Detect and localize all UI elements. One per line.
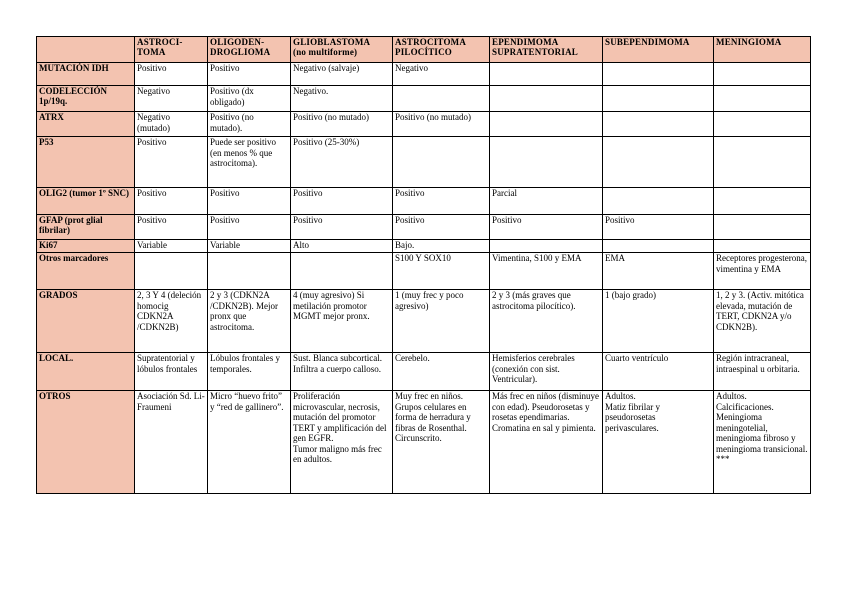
table-cell: Negativo [135, 86, 208, 112]
table-cell: Positivo [208, 63, 291, 86]
table-cell: Región intracraneal, intraespinal u orbitaria. [714, 353, 811, 391]
table-cell [393, 86, 490, 112]
table-cell [135, 253, 208, 290]
table-cell: Vimentina, S100 y EMA [490, 253, 603, 290]
table-cell: Negativo. [291, 86, 393, 112]
table-cell: Cerebelo. [393, 353, 490, 391]
table-row [37, 188, 811, 215]
table-cell: Positivo (no mutado). [208, 112, 291, 137]
table-cell: Puede ser positivo (en menos % que astrocitoma). [208, 137, 291, 188]
table-cell: S100 Y SOX10 [393, 253, 490, 290]
table-cell [490, 86, 603, 112]
row-header-p53: P53 [37, 137, 135, 188]
table-cell: Más frec en niños (disminuye con edad). Pseudorosetas y rosetas ependimarias. Cromatina en sal y pimienta. [490, 391, 603, 494]
column-header-meningioma: MENINGIOMA [714, 37, 811, 63]
table-cell: 2 y 3 (CDKN2A /CDKN2B). Mejor pronx que astrocitoma. [208, 290, 291, 353]
row-header-codelecion: CODELECCIÓN 1p/19q. [37, 86, 135, 112]
table-cell [490, 112, 603, 137]
table-cell: Receptores progesterona, vimentina y EMA [714, 253, 811, 290]
table-cell: Adultos. Calcificaciones. Meningioma meningotelial, meningioma fibroso y meningioma transicional. *** [714, 391, 811, 494]
table-cell: Positivo [135, 215, 208, 240]
table-cell [714, 63, 811, 86]
table-cell: Positivo [291, 215, 393, 240]
table-cell [490, 137, 603, 188]
table-row [37, 215, 811, 240]
table-cell: Positivo [135, 63, 208, 86]
table-row [37, 86, 811, 112]
table-cell: Cuarto ventrículo [603, 353, 714, 391]
table-cell: Positivo [208, 215, 291, 240]
table-row [37, 353, 811, 391]
row-header-olig2: OLIG2 (tumor 1º SNC) [37, 188, 135, 215]
table-cell: Positivo [135, 188, 208, 215]
table-row [37, 137, 811, 188]
table-row [37, 240, 811, 253]
table-cell: Negativo (mutado) [135, 112, 208, 137]
table-cell: Negativo (salvaje) [291, 63, 393, 86]
table-cell: 1 (bajo grado) [603, 290, 714, 353]
table-cell [714, 86, 811, 112]
table-cell: Bajo. [393, 240, 490, 253]
table-cell: 2, 3 Y 4 (deleción homocig CDKN2A /CDKN2B) [135, 290, 208, 353]
column-header-subependimoma: SUBEPENDIMOMA [603, 37, 714, 63]
table-cell: Micro “huevo frito” y “red de gallinero”. [208, 391, 291, 494]
table-cell: 1 (muy frec y poco agresivo) [393, 290, 490, 353]
table-cell [603, 137, 714, 188]
table-cell: Positivo [208, 188, 291, 215]
column-header-oligodendroglioma: OLIGODEN- DROGLIOMA [208, 37, 291, 63]
table-cell: Variable [208, 240, 291, 253]
table-row [37, 112, 811, 137]
header-row [37, 37, 811, 63]
column-header-ependimoma: EPENDIMOMA SUPRATENTORIAL [490, 37, 603, 63]
header-corner-cell [37, 37, 135, 63]
table-cell: Positivo [490, 215, 603, 240]
table-cell [490, 63, 603, 86]
row-header-local: LOCAL. [37, 353, 135, 391]
table-cell [714, 240, 811, 253]
table-cell [603, 63, 714, 86]
table-cell: Supratentorial y lóbulos frontales [135, 353, 208, 391]
table-cell: Lóbulos frontales y temporales. [208, 353, 291, 391]
table-cell [714, 137, 811, 188]
row-header-otros-marcadores: Otros marcadores [37, 253, 135, 290]
table-cell: Positivo [603, 215, 714, 240]
table-cell: Alto [291, 240, 393, 253]
table-cell: Sust. Blanca subcortical. Infiltra a cuerpo calloso. [291, 353, 393, 391]
table-cell [490, 240, 603, 253]
table-cell: Negativo [393, 63, 490, 86]
table-cell [208, 253, 291, 290]
table-cell [393, 137, 490, 188]
table-cell: Asociación Sd. Li-Fraumeni [135, 391, 208, 494]
table-cell [603, 86, 714, 112]
row-header-ki67: Ki67 [37, 240, 135, 253]
table-cell: Positivo (no mutado) [291, 112, 393, 137]
table-cell: 4 (muy agresivo) Si metilación promotor MGMT mejor pronx. [291, 290, 393, 353]
table-cell: EMA [603, 253, 714, 290]
table-cell: Parcial [490, 188, 603, 215]
table-cell: 1, 2 y 3. (Activ. mitótica elevada, mutación de TERT, CDKN2A y/o CDKN2B). [714, 290, 811, 353]
column-header-glioblastoma: GLIOBLASTOMA (no multiforme) [291, 37, 393, 63]
table-cell: Positivo (25-30%) [291, 137, 393, 188]
table-cell: Muy frec en niños. Grupos celulares en forma de herradura y fibras de Rosenthal. Circunscrito. [393, 391, 490, 494]
table-cell [714, 188, 811, 215]
row-header-atrx: ATRX [37, 112, 135, 137]
row-header-mutacion-idh: MUTACIÓN IDH [37, 63, 135, 86]
table-cell [603, 112, 714, 137]
row-header-otros: OTROS [37, 391, 135, 494]
table-cell: Positivo (no mutado) [393, 112, 490, 137]
tumor-markers-table [36, 36, 811, 494]
table-cell: Proliferación microvascular, necrosis, mutación del promotor TERT y amplificación del gen EGFR. Tumor maligno más frec en adultos. [291, 391, 393, 494]
table-row [37, 63, 811, 86]
row-header-gfap: GFAP (prot glial fibrilar) [37, 215, 135, 240]
table-cell: Positivo [135, 137, 208, 188]
table-cell: Positivo [393, 215, 490, 240]
table-cell: Hemisferios cerebrales (conexión con sist. Ventricular). [490, 353, 603, 391]
table-cell [603, 240, 714, 253]
table-cell [714, 112, 811, 137]
table-row [37, 391, 811, 494]
table-cell [291, 253, 393, 290]
table-cell: Variable [135, 240, 208, 253]
table-cell: Positivo (dx obligado) [208, 86, 291, 112]
table-row [37, 253, 811, 290]
table-cell: Positivo [393, 188, 490, 215]
table-cell: Positivo [291, 188, 393, 215]
row-header-grados: GRADOS [37, 290, 135, 353]
column-header-astrocitoma-pilocitico: ASTROCITOMA PILOCÍTICO [393, 37, 490, 63]
column-header-astrocitoma: ASTROCI- TOMA [135, 37, 208, 63]
table-cell [714, 215, 811, 240]
table-cell: 2 y 3 (más graves que astrocitoma pilocítico). [490, 290, 603, 353]
table-row [37, 290, 811, 353]
table-cell [603, 188, 714, 215]
table-cell: Adultos. Matiz fibrilar y pseudorosetas perivasculares. [603, 391, 714, 494]
